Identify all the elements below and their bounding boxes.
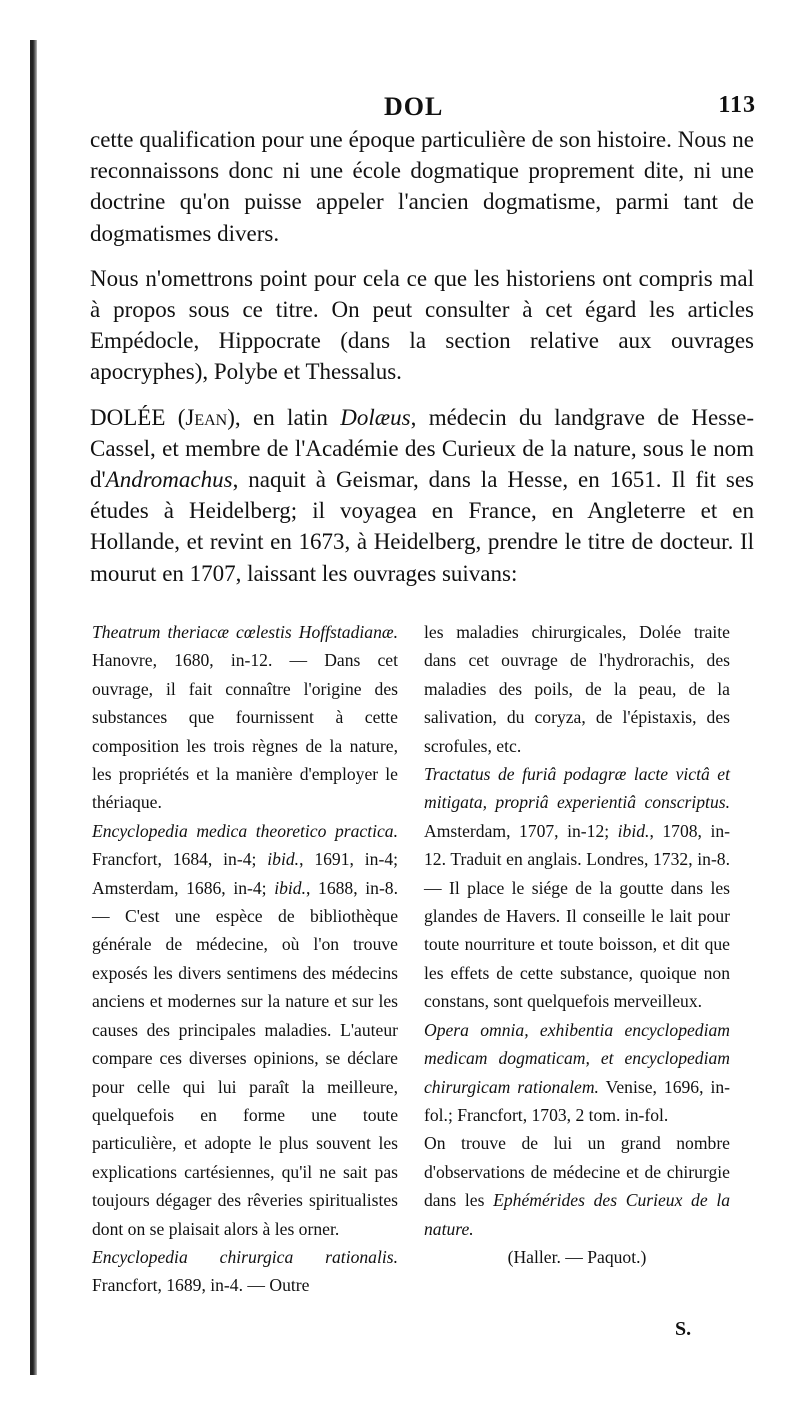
right-column	[424, 618, 730, 1271]
bibliography-entry	[92, 618, 398, 817]
work-title: Ephémérides des Curieux de la nature.	[424, 1190, 731, 1239]
work-title: Encyclopedia chirurgica rationalis.	[92, 1246, 398, 1267]
entry-text: , 1691, in-4; Amsterdam, 1686, in-4;	[92, 849, 399, 898]
bibliography-entry	[92, 1243, 398, 1300]
academy-name: Andromachus	[105, 467, 233, 493]
ibid: ibid.	[274, 877, 306, 898]
author-signature: S.	[675, 1318, 692, 1340]
paragraph-1: cette qualification pour une époque particulière de son histoire. Nous ne reconnaissons donc ni une école dogmatique proprement dite, ni une doctrine qu'on puisse appeler l'ancien dogmatisme, parmi tant de dogmatismes divers.	[90, 127, 754, 246]
ibid: ibid.	[267, 849, 300, 870]
bibliography-entry	[424, 760, 730, 1016]
entry-name: DOLÉE	[90, 404, 166, 430]
entry-text: Francfort, 1684, in-4;	[92, 849, 268, 870]
work-title: Encyclopedia medica theoretico practica.	[92, 820, 398, 841]
entry-text: Amsterdam, 1707, in-12;	[424, 820, 618, 841]
binding-edge	[30, 40, 37, 1375]
text-span: ), en latin	[227, 404, 341, 430]
entry-firstname: Jean	[185, 404, 228, 430]
work-title: Opera omnia, exhibentia encyclopediam medicam dogmaticam, et encyclopediam chirurgicam rationalem.	[424, 1019, 730, 1097]
entry-text: , 1688, in-8. — C'est une espèce de bibliothèque générale de médecine, où l'on trouve exposés les divers sentimens des médecins anciens et modernes sur la nature et sur les causes des principales maladies. L'auteur compare ces diverses opinions, se déclare pour celle qui lui paraît la meilleure, quelquefois en forme une toute particulière, et adopte le plus souvent les explications cartésiennes, qu'il ne sait pas toujours dégager des rêveries spiritualistes dont on se plaisait alors à les orner.	[92, 877, 398, 1239]
entry-text: On trouve de lui un grand nombre d'observations de médecine et de chirurgie dans les	[424, 1133, 730, 1211]
paragraph-2: Nous n'omettrons point pour cela ce que les historiens ont compris mal à propos sous ce titre. On peut consulter à cet égard les articles Empédocle, Hippocrate (dans la section relative aux ouvrages apocryphes), Polybe et Thessalus.	[90, 265, 754, 385]
paragraph-3: DOLÉE (Jean), en latin Dolæus, médecin du landgrave de Hesse-Cassel, et membre de l'Académie des Curieux de la nature, sous le nom d'Andromachus, naquit à Geismar, dans la Hesse, en 1651. Il fit ses études à Heidelberg; il voyagea en France, en Angleterre et en Hollande, et revint en 1673, à Heidelberg, prendre le titre de docteur. Il mourut en 1707, laissant les ouvrages suivans:	[90, 404, 754, 586]
credit-line: (Haller. — Paquot.)	[507, 1246, 647, 1267]
entry-text: Francfort, 1689, in-4. — Outre	[92, 1275, 310, 1296]
page-number: 113	[718, 92, 756, 118]
text-span: , naquit à Geismar, dans la Hesse, en 1651. Il fit ses études à Heidelberg; il voyagea en France, en Angleterre et en Hollande, et revint en 1673, à Heidelberg, prendre le titre de docteur. Il mourut en 1707, laissant les ouvrages suivans:	[90, 467, 754, 586]
left-column	[92, 618, 398, 1300]
bibliography-entry-continued: les maladies chirurgicales, Dolée traite dans cet ouvrage de l'hydrorachis, des maladies des poils, de la peau, de la salivation, du coryza, de l'épistaxis, des scrofules, etc.	[424, 622, 730, 756]
work-title: Theatrum theriacæ cœlestis Hoffstadianæ.	[92, 622, 398, 642]
text-span: , médecin du landgrave de Hesse-Cassel, et membre de l'Académie des Curieux de la nature, sous le nom d'	[90, 404, 754, 493]
work-title: Tractatus de furiâ podagræ lacte victâ et mitigata, propriâ experientiâ conscriptus.	[424, 764, 730, 813]
running-header	[90, 92, 756, 126]
main-text	[90, 124, 754, 603]
ibid: ibid.	[617, 820, 650, 841]
bibliography-entry	[424, 1016, 730, 1130]
latin-name: Dolæus	[340, 404, 411, 430]
bibliography-note	[424, 1129, 730, 1243]
header-title: DOL	[384, 92, 444, 121]
bibliography-entry	[92, 817, 398, 1243]
entry-text: , 1708, in-12. Traduit en anglais. Londres, 1732, in-8. — Il place le siége de la goutte dans les glandes de Havers. Il conseille le lait pour toute nourriture et toute boisson, et dit que les effets de cette substance, quoique non constans, sont quelquefois merveilleux.	[424, 820, 731, 1012]
entry-text: Venise, 1696, in-fol.; Francfort, 1703, 2 tom. in-fol.	[424, 1076, 731, 1125]
entry-text: Hanovre, 1680, in-12. — Dans cet ouvrage, il fait connaître l'origine des substances que fournissent à cette composition les trois règnes de la nature, les propriétés et la manière d'employer le thériaque.	[92, 650, 398, 813]
